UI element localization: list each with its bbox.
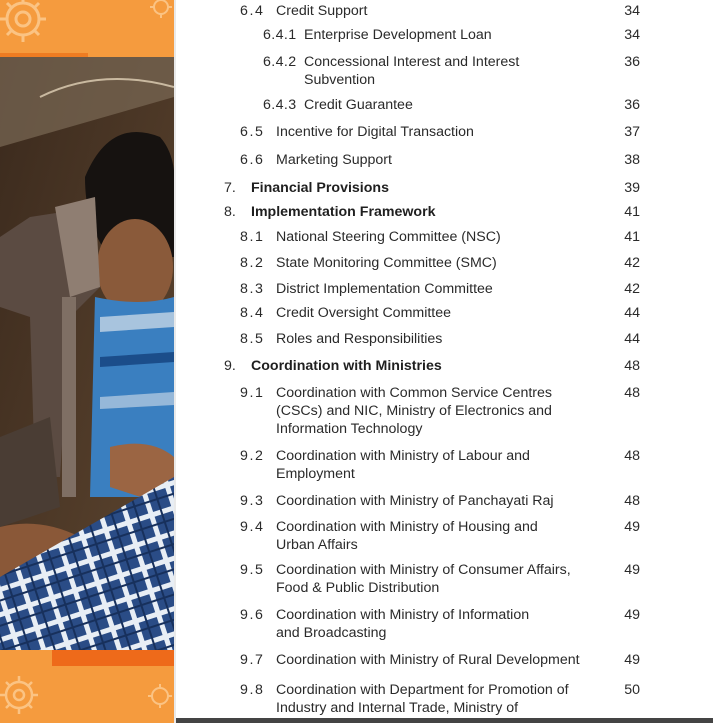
- toc-entry-page: 36: [624, 54, 640, 70]
- toc-entry-title: Enterprise Development Loan: [304, 27, 492, 43]
- toc-entry-page: 36: [624, 97, 640, 113]
- toc-entry-page: 37: [624, 124, 640, 140]
- toc-entry-title: Credit Support: [276, 3, 368, 19]
- toc-entry-title: State Monitoring Committee (SMC): [276, 255, 497, 271]
- toc-entry-page: 38: [624, 152, 640, 168]
- toc-entry-number: 9.4: [240, 519, 265, 535]
- toc-entry-number: 9.8: [240, 682, 265, 698]
- toc-entry-page: 41: [624, 229, 640, 245]
- toc-entry-page: 49: [624, 652, 640, 668]
- toc-entry-page: 34: [624, 3, 640, 19]
- toc-entry-number: 9.3: [240, 493, 265, 509]
- toc-entry-number: 6.5: [240, 124, 265, 140]
- toc-entry-title: Coordination with Ministry of Housing and Urban Affairs: [276, 519, 538, 553]
- toc-entry-number: 6.4.1: [263, 27, 297, 43]
- toc-entry-title: Coordination with Ministry of Labour and Employment: [276, 448, 530, 482]
- toc-entry-page: 49: [624, 562, 640, 578]
- toc-entry-page: 48: [624, 385, 640, 401]
- toc-entry-title: Coordination with Common Service Centres (CSCs) and NIC, Ministry of Electronics and Information Technology: [276, 385, 552, 437]
- toc-entry-title: Coordination with Ministry of Rural Development: [276, 652, 580, 668]
- toc-entry-page: 44: [624, 305, 640, 321]
- toc-entry-number: 9.6: [240, 607, 265, 623]
- toc-entry-number: 9.: [224, 358, 236, 374]
- toc-entry-page: 49: [624, 607, 640, 623]
- toc-entry-title: National Steering Committee (NSC): [276, 229, 501, 245]
- toc-entry-title: Coordination with Ministries: [251, 358, 442, 374]
- toc-entry-title: Credit Guarantee: [304, 97, 413, 113]
- toc-entry-number: 6.4: [240, 3, 265, 19]
- toc-entry-number: 9.5: [240, 562, 265, 578]
- toc-entry-page: 48: [624, 493, 640, 509]
- toc-entry-page: 34: [624, 27, 640, 43]
- toc-entry-title: Coordination with Ministry of Consumer Affairs, Food & Public Distribution: [276, 562, 571, 596]
- toc-entry-page: 41: [624, 204, 640, 220]
- toc-entry-title: Coordination with Department for Promotion of Industry and Internal Trade, Ministry of: [276, 682, 569, 716]
- toc-entry-title: Implementation Framework: [251, 204, 436, 220]
- toc-entry-number: 8.2: [240, 255, 265, 271]
- toc-entry-number: 8.5: [240, 331, 265, 347]
- toc-entry-page: 48: [624, 358, 640, 374]
- toc-entry-number: 7.: [224, 180, 236, 196]
- toc-entry-page: 44: [624, 331, 640, 347]
- toc-entry-title: Concessional Interest and Interest Subvention: [304, 54, 520, 88]
- toc-entry-number: 8.: [224, 204, 236, 220]
- toc-entry-page: 42: [624, 281, 640, 297]
- toc-entry-title: Incentive for Digital Transaction: [276, 124, 474, 140]
- toc-entry-number: 8.4: [240, 305, 265, 321]
- toc-entry-title: Credit Oversight Committee: [276, 305, 452, 321]
- toc-entry-page: 50: [624, 682, 640, 698]
- toc-entry-page: 49: [624, 519, 640, 535]
- toc-entry-number: 9.2: [240, 448, 265, 464]
- toc-entry-page: 42: [624, 255, 640, 271]
- toc-entry-number: 6.6: [240, 152, 265, 168]
- toc-entry-title: Marketing Support: [276, 152, 392, 168]
- toc-entry-title: Coordination with Ministry of Panchayati Raj: [276, 493, 554, 509]
- toc-entry-title: Coordination with Ministry of Information and Broadcasting: [276, 607, 530, 641]
- toc-entry-number: 9.1: [240, 385, 265, 401]
- toc-entry-number: 8.3: [240, 281, 265, 297]
- toc-entry-number: 6.4.2: [263, 54, 297, 70]
- toc-entry-page: 48: [624, 448, 640, 464]
- bottom-edge: [176, 718, 713, 723]
- toc-entry-title: Financial Provisions: [251, 180, 389, 196]
- toc-entry-number: 9.7: [240, 652, 265, 668]
- toc-entry-page: 39: [624, 180, 640, 196]
- toc-entry-number: 6.4.3: [263, 97, 297, 113]
- toc-entry-number: 8.1: [240, 229, 265, 245]
- toc-entry-title: District Implementation Committee: [276, 281, 493, 297]
- toc-entry-title: Roles and Responsibilities: [276, 331, 443, 347]
